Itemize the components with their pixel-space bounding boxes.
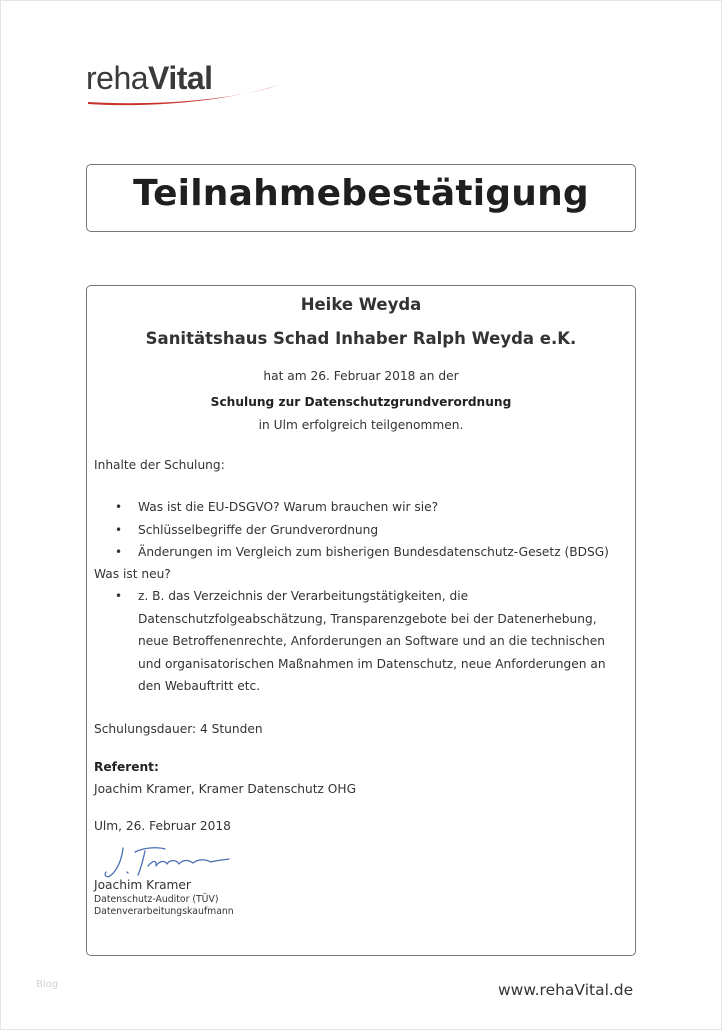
certificate-body: [86, 285, 636, 956]
logo-wordmark: rehaVital: [86, 60, 213, 96]
new-heading: Was ist neu?: [94, 567, 171, 581]
course-title: Schulung zur Datenschutzgrundverordnung: [210, 395, 512, 409]
new-item-line: neue Betroffenenrechte, Anforderungen an Software und an die technischen: [138, 634, 605, 648]
attendance-date-line: hat am 26. Februar 2018 an der: [263, 369, 459, 383]
new-item-line: den Webauftritt etc.: [138, 679, 261, 693]
list-item: Schlüsselbegriffe der Grundverordnung: [138, 523, 379, 537]
rehavital-logo: [86, 58, 306, 110]
referent-label: Referent:: [94, 760, 159, 774]
website-url: www.rehaVital.de: [498, 981, 634, 999]
signer-title: Datenverarbeitungskaufmann: [94, 906, 234, 917]
attendance-place-line: in Ulm erfolgreich teilgenommen.: [258, 418, 464, 432]
new-item-line: und organisatorischen Maßnahmen im Datenschutz, neue Anforderungen an: [138, 657, 606, 671]
participant-name: Heike Weyda: [300, 295, 422, 314]
contents-heading: Inhalte der Schulung:: [94, 458, 225, 472]
document-title: Teilnahmebestätigung: [133, 173, 589, 214]
referent-value: Joachim Kramer, Kramer Datenschutz OHG: [94, 782, 357, 796]
place-date: Ulm, 26. Februar 2018: [94, 819, 231, 833]
bullet-icon: •: [115, 523, 123, 537]
training-duration: Schulungsdauer: 4 Stunden: [94, 722, 263, 736]
bullet-icon: •: [115, 545, 123, 559]
bullet-icon: •: [115, 500, 123, 514]
list-item: Was ist die EU-DSGVO? Warum brauchen wir sie?: [138, 500, 439, 514]
logo-swoosh-icon: [86, 82, 296, 108]
watermark: Blog: [36, 979, 59, 990]
new-item-line: Datenschutzfolgeabschätzung, Transparenzgebote bei der Datenerhebung,: [138, 612, 597, 626]
signer-name: Joachim Kramer: [94, 878, 191, 892]
signer-title: Datenschutz-Auditor (TÜV): [94, 894, 219, 905]
new-item-line: z. B. das Verzeichnis der Verarbeitungstätigkeiten, die: [138, 589, 469, 603]
participant-company: Sanitätshaus Schad Inhaber Ralph Weyda e.K.: [145, 329, 577, 348]
list-item: Änderungen im Vergleich zum bisherigen Bundesdatenschutz-Gesetz (BDSG): [138, 545, 609, 559]
title-box: [86, 164, 636, 232]
bullet-icon: •: [115, 589, 123, 603]
